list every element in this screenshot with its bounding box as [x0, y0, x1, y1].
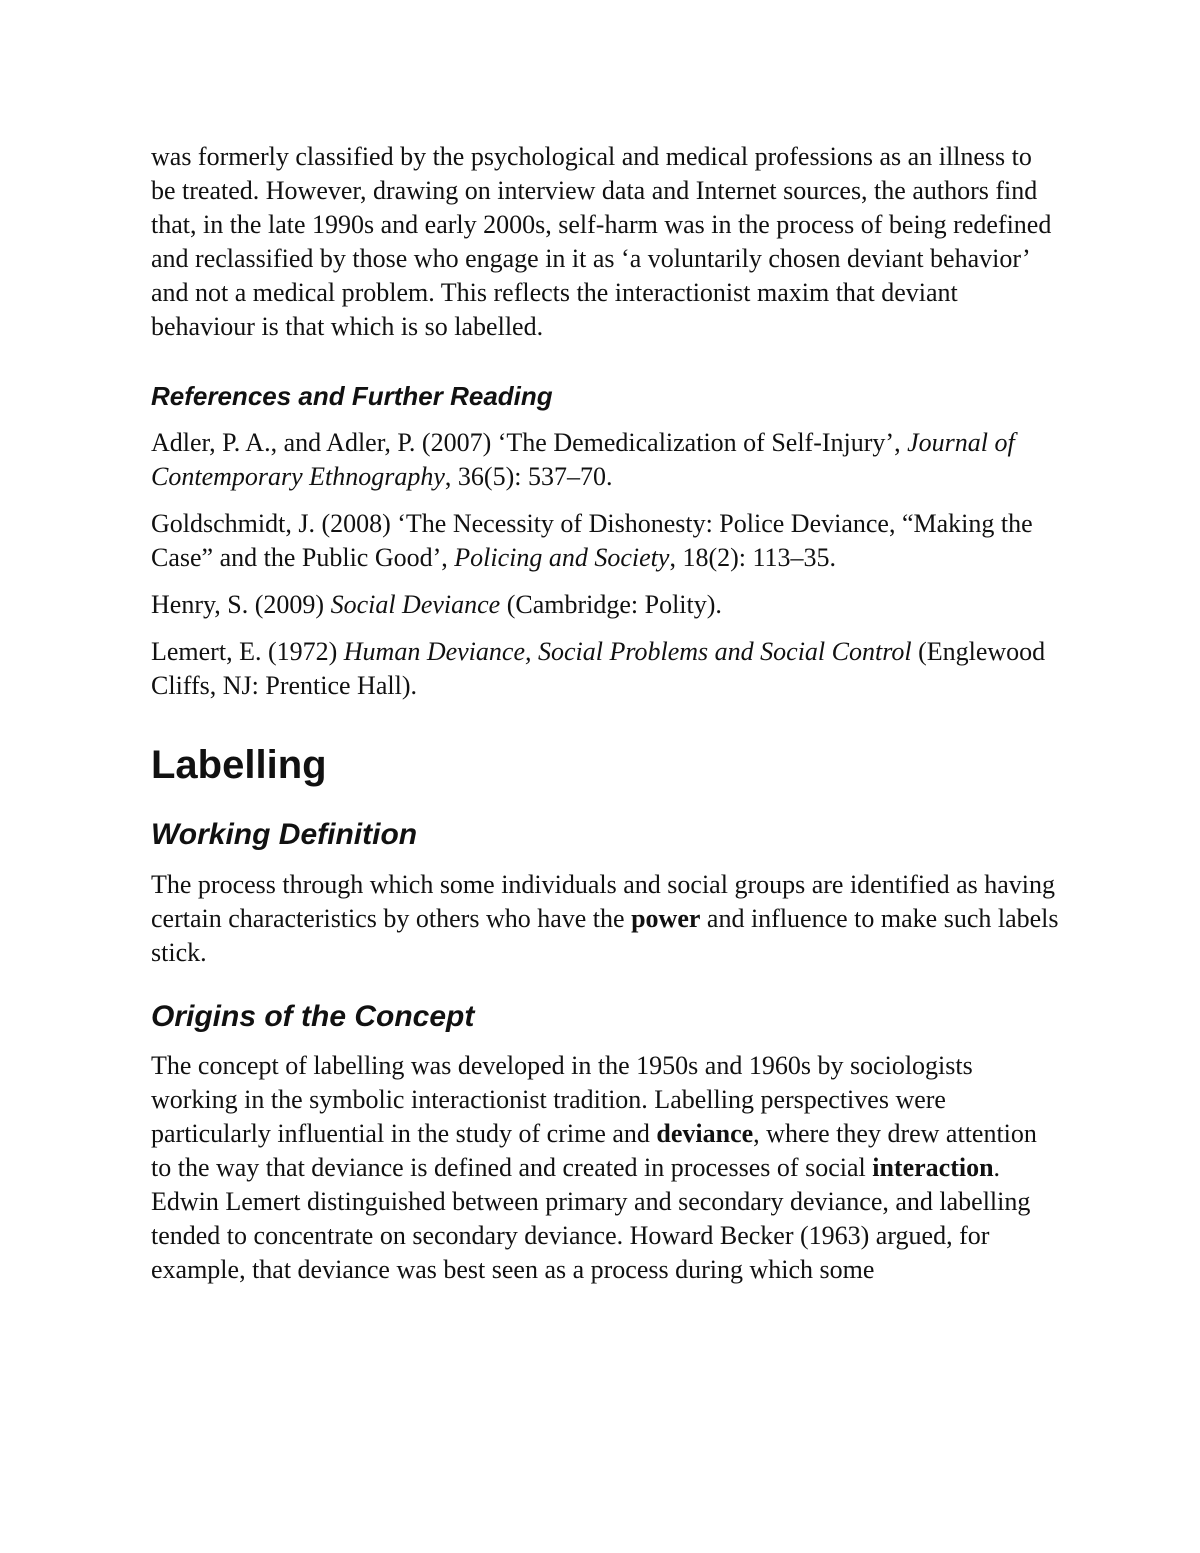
reference-text: Lemert, E. (1972): [151, 637, 344, 666]
reference-item: [151, 507, 1061, 575]
reference-text: Goldschmidt, J. (2008) ‘The Necessity of Dishonesty: Police Deviance, “Making the Case” and the Public Good’,: [151, 509, 1033, 572]
keyword-power: power: [631, 904, 701, 933]
reference-journal: Journal of Contemporary Ethnography: [151, 428, 1015, 491]
reference-text: (Cambridge: Polity).: [500, 590, 722, 619]
working-definition-heading: Working Definition: [151, 818, 418, 851]
intro-paragraph: was formerly classified by the psychological and medical professions as an illness to be treated. However, drawing on interview data and Internet sources, the authors find that, in the late 1990s and early 2000s, self-harm was in the process of being redefined and reclassified by those who engage in it as ‘a voluntarily chosen deviant behavior’ and not a medical problem. This reflects the interactionist maxim that deviant behaviour is that which is so labelled.: [151, 142, 1052, 341]
reference-text: , 18(2): 113–35.: [669, 543, 837, 572]
keyword-interaction: interaction: [872, 1153, 994, 1182]
references-heading: References and Further Reading: [151, 381, 553, 411]
reference-item: [151, 635, 1061, 703]
section-title: Labelling: [151, 743, 327, 787]
origins-paragraph: [151, 1049, 1061, 1287]
definition-text: and influence to make such labels stick.: [151, 904, 1059, 967]
reference-book-title: Social Deviance: [330, 590, 501, 619]
keyword-deviance: deviance: [656, 1119, 754, 1148]
document-page: [151, 140, 1061, 1287]
reference-text: , 36(5): 537–70.: [444, 462, 613, 491]
origins-text: . Edwin Lemert distinguished between primary and secondary deviance, and labelling tended to concentrate on secondary deviance. Howard Becker (1963) argued, for example, that deviance was best seen as a process during which some: [151, 1153, 1031, 1284]
reference-book-title: Human Deviance, Social Problems and Social Control: [343, 637, 912, 666]
definition-text: The process through which some individuals and social groups are identified as having certain characteristics by others who have the: [151, 870, 1056, 933]
origins-text: , where they drew attention to the way that deviance is defined and created in processes of social: [151, 1119, 1037, 1182]
origins-text: The concept of labelling was developed in the 1950s and 1960s by sociologists working in the symbolic interactionist tradition. Labelling perspectives were particularly influential in the study of crime and: [151, 1051, 973, 1148]
reference-journal: Policing and Society: [454, 543, 670, 572]
reference-item: [151, 426, 1061, 494]
origins-heading: Origins of the Concept: [151, 1000, 475, 1033]
working-definition-paragraph: [151, 868, 1061, 970]
reference-text: Henry, S. (2009): [151, 590, 331, 619]
reference-text: (Englewood Cliffs, NJ: Prentice Hall).: [151, 637, 1046, 700]
reference-item: [151, 588, 1061, 622]
reference-text: Adler, P. A., and Adler, P. (2007) ‘The Demedicalization of Self-Injury’,: [151, 428, 908, 457]
